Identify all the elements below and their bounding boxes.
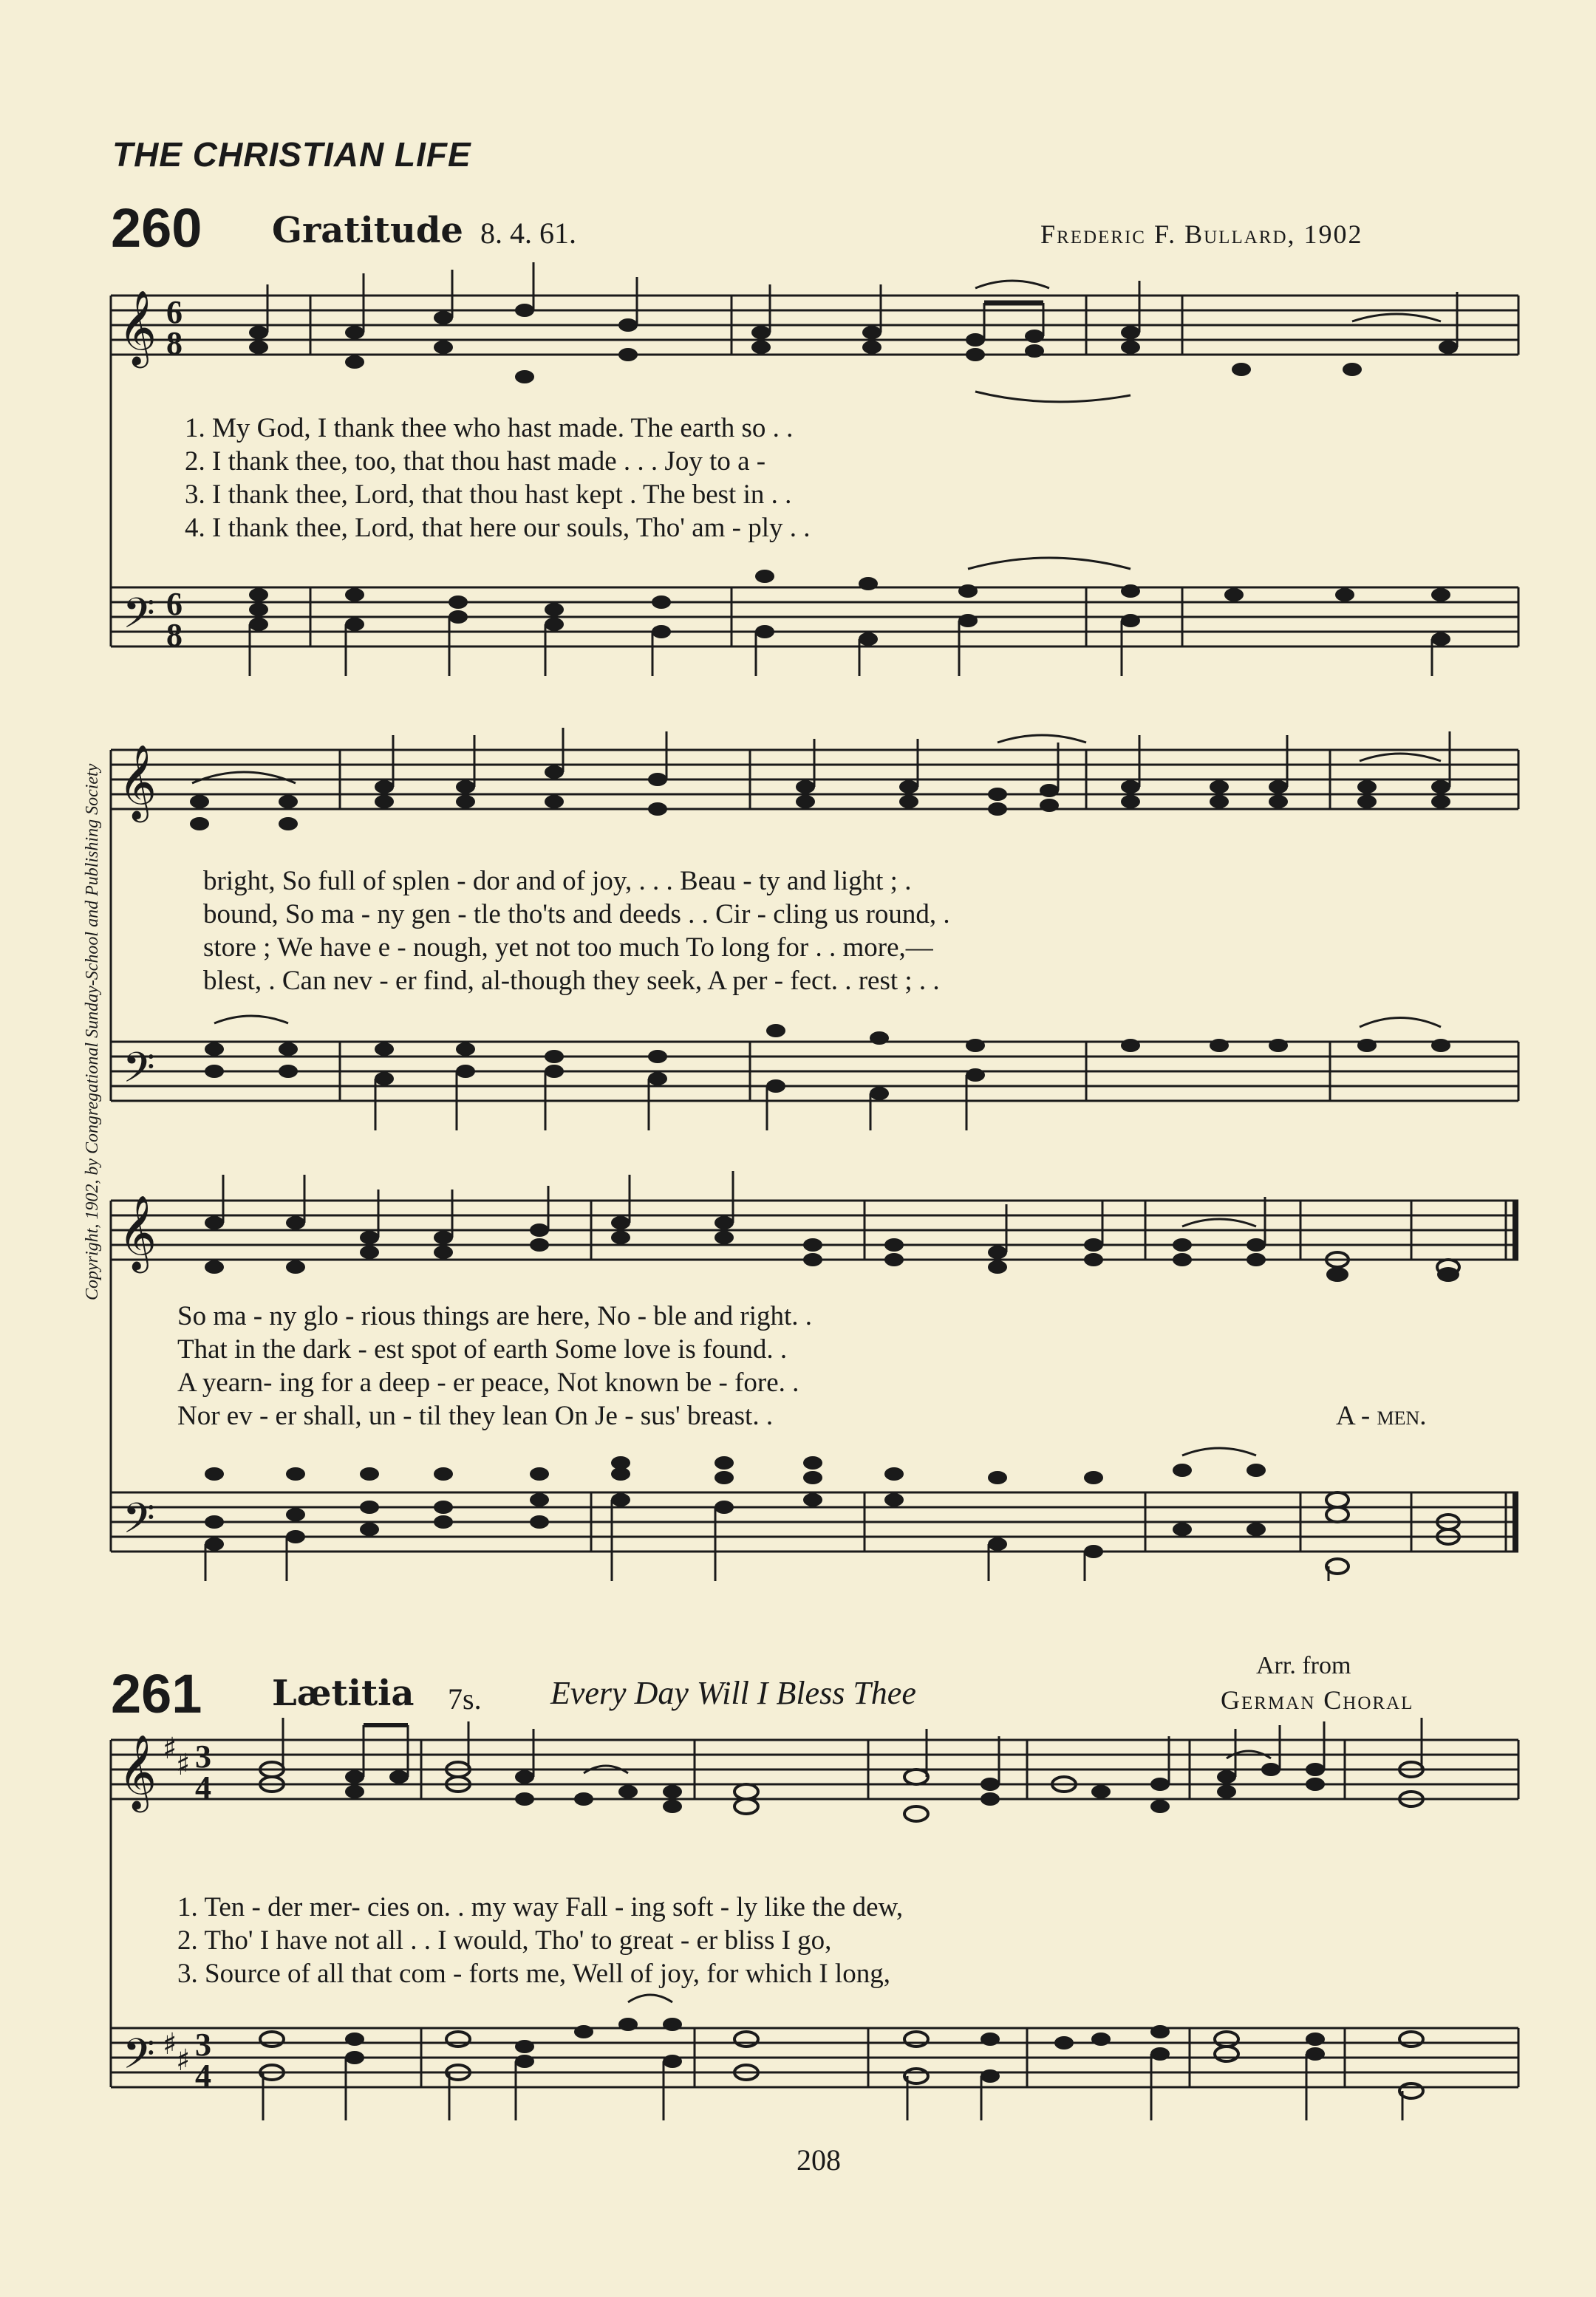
section-title: THE CHRISTIAN LIFE [112, 135, 471, 174]
svg-text:3: 3 [195, 1738, 211, 1775]
composer-credit: Frederic F. Bullard, 1902 [1040, 219, 1363, 249]
verse-line: 2. I thank thee, too, that thou hast made . . . Joy to a - [185, 446, 766, 477]
svg-text:6: 6 [166, 294, 183, 330]
svg-text:4: 4 [195, 2058, 211, 2094]
svg-text:♯: ♯ [163, 1732, 177, 1766]
svg-text:𝄞: 𝄞 [118, 1733, 157, 1809]
arranger-prefix: Arr. from [1256, 1652, 1351, 1679]
tune-name: Gratitude [272, 210, 463, 251]
verse-line: A yearn- ing for a deep - er peace, Not known be - fore. . [177, 1368, 799, 1398]
tune-name: Lætitia [272, 1673, 415, 1714]
hymn-number: 260 [111, 197, 202, 259]
meter: 8. 4. 61. [480, 216, 576, 250]
verse-line: 3. I thank thee, Lord, that thou hast kept . The best in . . [185, 479, 792, 510]
amen-label: A - men. [1336, 1401, 1427, 1431]
svg-text:𝄢: 𝄢 [123, 1495, 155, 1553]
svg-text:8: 8 [166, 325, 183, 361]
svg-text:𝄞: 𝄞 [118, 289, 157, 365]
svg-text:4: 4 [195, 1769, 211, 1806]
verse-line: blest, . Can nev - er find, al-though they seek, A per - fect. . rest ; . . [203, 966, 940, 996]
svg-text:𝄢: 𝄢 [123, 1044, 155, 1102]
svg-text:♯: ♯ [176, 1748, 191, 1782]
verse-line: That in the dark - est spot of earth Some love is found. . [177, 1334, 788, 1365]
verse-line: So ma - ny glo - rious things are here, No - ble and right. . [177, 1301, 813, 1331]
copyright-notice: Copyright, 1902, by Congregational Sunday-School and Publishing Society [83, 763, 102, 1300]
svg-text:𝄞: 𝄞 [118, 1194, 157, 1270]
svg-text:6: 6 [166, 586, 183, 622]
meter: 7s. [448, 1682, 482, 1716]
page-number: 208 [797, 2143, 841, 2177]
svg-text:𝄢: 𝄢 [123, 590, 155, 648]
svg-text:3: 3 [195, 2027, 211, 2063]
hymn-number: 261 [111, 1663, 202, 1724]
svg-text:𝄞: 𝄞 [118, 743, 157, 819]
arranger-credit: German Choral [1221, 1685, 1414, 1715]
verse-line: 1. My God, I thank thee who hast made. The earth so . . [185, 413, 794, 443]
verse-line: 3. Source of all that com - forts me, Well of joy, for which I long, [177, 1959, 890, 1989]
svg-text:𝄢: 𝄢 [123, 2030, 155, 2089]
verse-line: 2. Tho' I have not all . . I would, Tho' to great - er bliss I go, [177, 1925, 832, 1956]
hymn-subtitle: Every Day Will I Bless Thee [550, 1675, 916, 1711]
verse-line: 1. Ten - der mer- cies on. . my way Fall - ing soft - ly like the dew, [177, 1892, 904, 1922]
verse-line: bright, So full of splen - dor and of joy, . . . Beau - ty and light ; . [203, 866, 912, 896]
verse-line: Nor ev - er shall, un - til they lean On Je - sus' breast. . [177, 1401, 774, 1431]
svg-text:♯: ♯ [176, 2044, 191, 2078]
verse-line: 4. I thank thee, Lord, that here our souls, Tho' am - ply . . [185, 513, 811, 543]
verse-line: store ; We have e - nough, yet not too much To long for . . more,— [203, 932, 933, 963]
svg-text:♯: ♯ [163, 2027, 177, 2061]
verse-line: bound, So ma - ny gen - tle tho'ts and deeds . . Cir - cling us round, . [203, 899, 950, 929]
svg-text:8: 8 [166, 617, 183, 653]
